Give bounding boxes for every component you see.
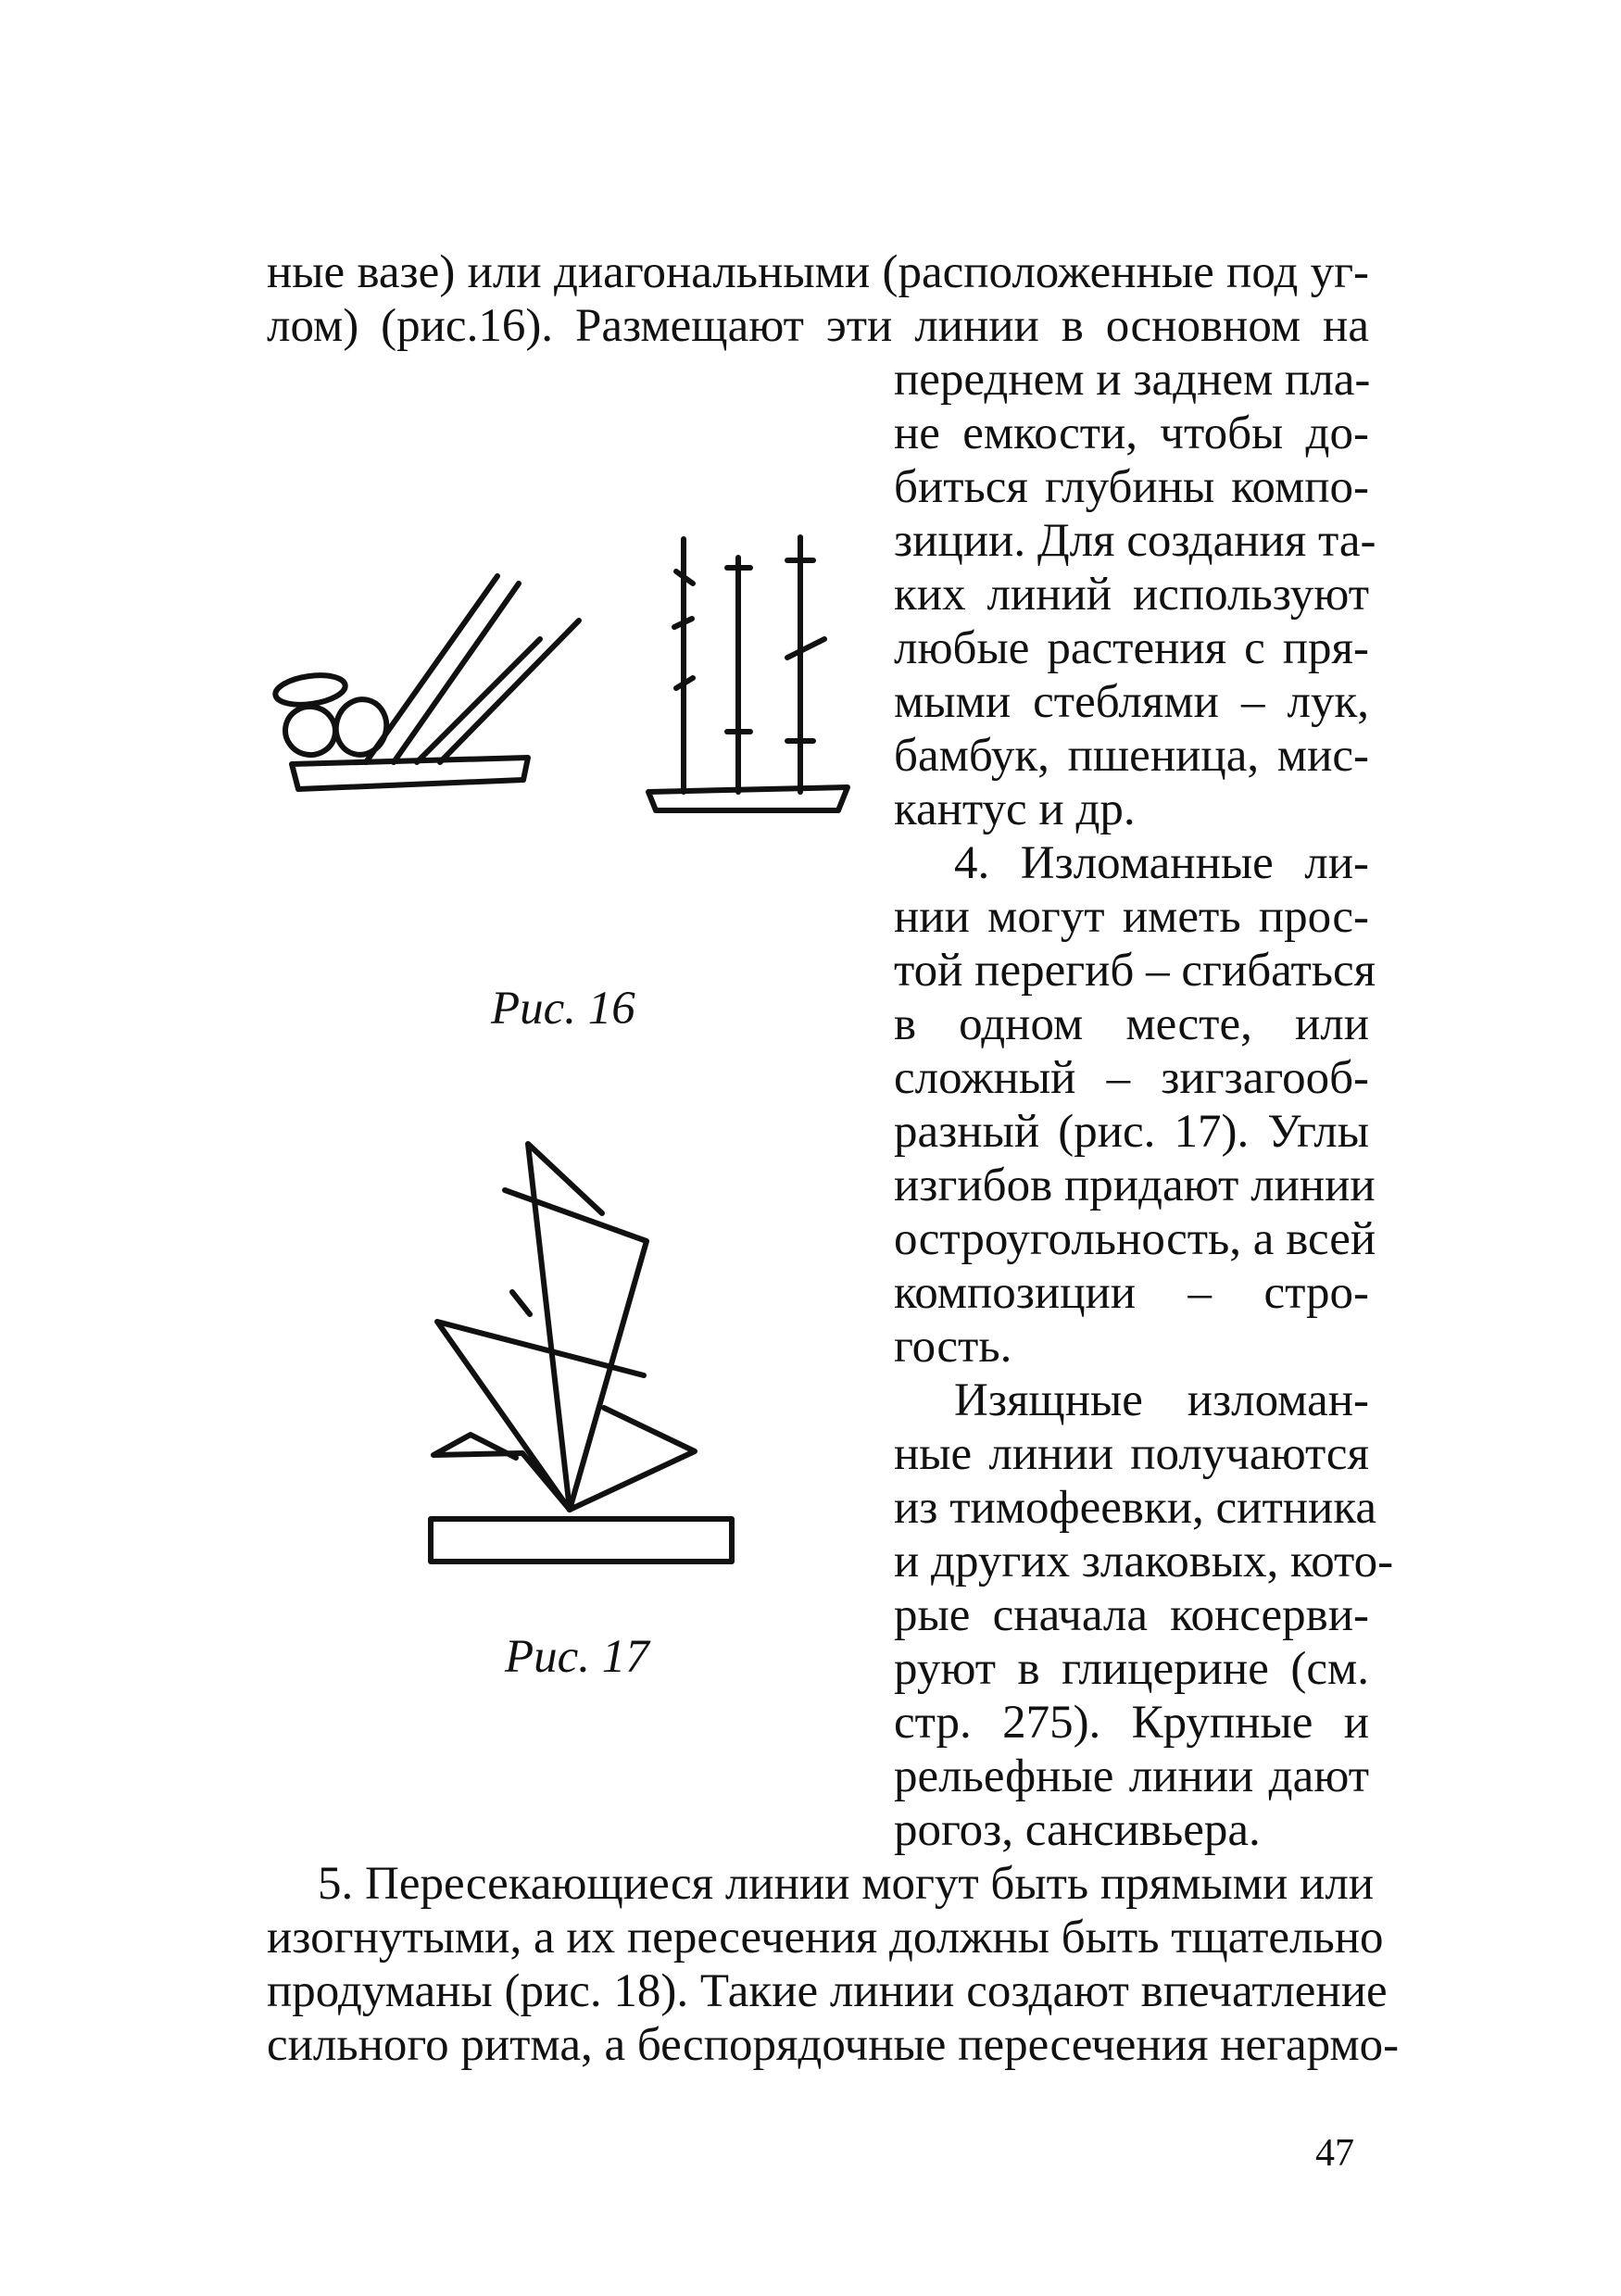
page-number: 47 xyxy=(1315,2132,1354,2175)
text-line: той перегиб – сгибаться xyxy=(894,945,1376,997)
text-line: кантус и др. xyxy=(894,784,1136,835)
vertical-arrangement-drawing xyxy=(648,537,848,810)
broken-line-arrangement-drawing xyxy=(431,1144,732,1562)
text-line: рельефные линии дают xyxy=(894,1750,1369,1802)
text-line: зиции. Для создания та- xyxy=(894,515,1376,567)
text-line: изгибов придают линии xyxy=(894,1160,1376,1211)
text-line: сложный – зигзагооб- xyxy=(894,1052,1369,1104)
text-line: руют в глицерине (см. xyxy=(894,1643,1369,1695)
figure-17 xyxy=(398,1125,769,1625)
paragraph-5-start: 5. Пересекающиеся линии могут быть прямыми или xyxy=(318,1858,1375,1910)
text-line: из тимофеевки, ситника xyxy=(894,1482,1376,1534)
figure-16-caption: Рис. 16 xyxy=(491,983,635,1035)
text-line: в одном месте, или xyxy=(894,998,1369,1050)
text-line: гость. xyxy=(894,1321,1012,1373)
text-line: стр. 275). Крупные и xyxy=(894,1697,1369,1749)
text-line: переднем и заднем пла- xyxy=(894,354,1371,406)
text-line: не емкости, чтобы до- xyxy=(894,408,1369,459)
text-line: бамбук, пшеница, мис- xyxy=(894,730,1369,782)
figure-17-caption: Рис. 17 xyxy=(505,1631,649,1683)
text-line: ные линии получаются xyxy=(894,1428,1369,1480)
text-line: мыми стеблями – лук, xyxy=(894,676,1369,728)
text-line: разный (рис. 17). Углы xyxy=(894,1106,1369,1158)
text-line: остроугольность, а всей xyxy=(894,1213,1376,1265)
text-line: нии могут иметь прос- xyxy=(894,891,1369,943)
text-line: и других злаковых, кото- xyxy=(894,1536,1394,1587)
text-line: ких линий используют xyxy=(894,569,1369,621)
text-line: изогнутыми, а их пересечения должны быть тщательно xyxy=(267,1912,1384,1964)
text-line: любые растения с пря- xyxy=(894,622,1369,674)
text-line: лом) (рис.16). Размещают эти линии в основном на xyxy=(267,300,1369,352)
text-line: рогоз, сансивьера. xyxy=(894,1804,1261,1856)
text-line: рые сначала консерви- xyxy=(894,1589,1369,1641)
paragraph-4-start: 4. Изломанные ли- xyxy=(954,837,1369,889)
paragraph-start: Изящные изломан- xyxy=(954,1374,1369,1426)
diagonal-arrangement-drawing xyxy=(273,576,579,789)
text-line: ные вазе) или диагональными (расположенные под уг- xyxy=(267,246,1369,298)
text-line: сильного ритма, а беспорядочные пересечения негармо- xyxy=(267,2019,1400,2071)
text-line: композиции – стро- xyxy=(894,1267,1369,1319)
figure-16 xyxy=(269,523,871,820)
text-line: биться глубины компо- xyxy=(894,461,1369,513)
text-line: продуманы (рис. 18). Такие линии создают впечатление xyxy=(267,1965,1388,2017)
